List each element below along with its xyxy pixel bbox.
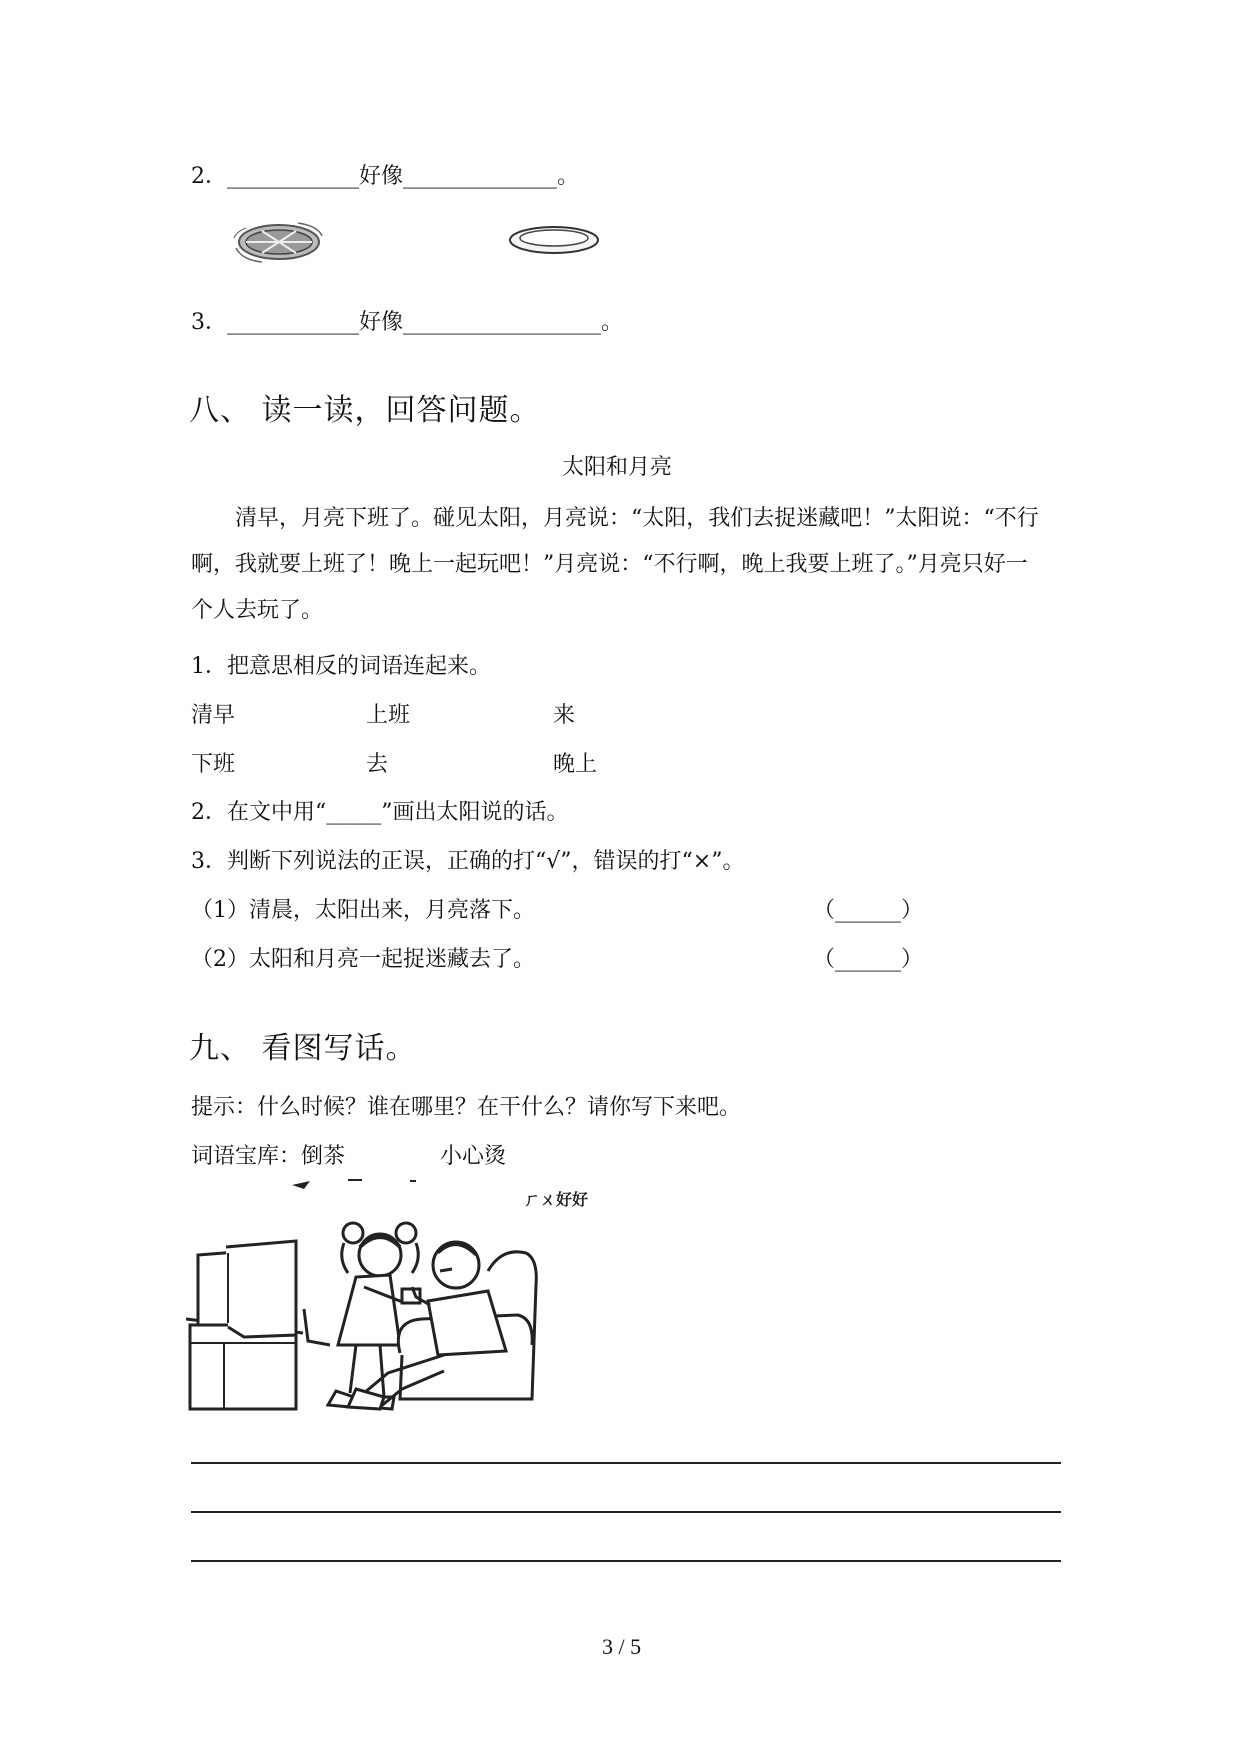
match-word[interactable]: 清早 [191,703,236,728]
story-text: 清早，月亮下班了。碰见太阳，月亮说：“太阳，我们去捉迷藏吧！”太阳说：“不行啊，我就要上班了！晚上一起玩吧！”月亮说：“不行啊，晚上我要上班了。”月亮只好一个人去玩了。 [191,506,1039,623]
sentence-connector: 好像 [359,310,404,335]
story-paragraph [191,496,1047,634]
word-bank-label: 词语宝库：倒茶 [191,1144,346,1169]
hint-text: 提示：什么时候？谁在哪里？在干什么？请你写下来吧。 [191,1095,742,1120]
question-2: 2．在文中用“_____”画出太阳说的话。 [191,800,569,825]
question-1: 1．把意思相反的词语连起来。 [191,654,491,679]
period: 。 [601,310,624,335]
section-9-heading: 九、 看图写话。 [189,1031,417,1066]
plate-icon [506,222,602,258]
grandpa-tea-illustration [188,1175,608,1415]
pizza-icon [232,218,327,266]
answer-bracket[interactable]: （______） [813,947,924,972]
writing-line[interactable] [191,1462,1061,1464]
sentence-3 [191,309,623,337]
sentence-connector: 好像 [359,164,404,189]
word-bank-word: 小心烫 [440,1144,507,1169]
blank[interactable]: ____________ [227,310,359,335]
match-word[interactable]: 去 [366,752,389,777]
match-word[interactable]: 晚上 [553,752,598,777]
match-word[interactable]: 来 [553,703,576,728]
sentence-number: 3． [191,310,227,335]
judge-item-1: （1）清晨，太阳出来，月亮落下。 [191,898,535,923]
blank[interactable]: __________________ [403,310,602,335]
answer-bracket[interactable]: （______） [813,898,924,923]
writing-line[interactable] [191,1560,1061,1562]
writing-line[interactable] [191,1511,1061,1513]
picture-caption: ㄏㄨ好好 [524,1190,589,1209]
judge-item-2: （2）太阳和月亮一起捉迷藏去了。 [191,947,535,972]
sentence-2 [191,163,579,191]
period: 。 [557,164,580,189]
sentence-number: 2． [191,164,227,189]
story-title: 太阳和月亮 [562,455,673,480]
page-number: 3 / 5 [602,1634,642,1659]
question-3: 3．判断下列说法的正误，正确的打“√”，错误的打“×”。 [191,849,745,874]
section-8-heading: 八、 读一读，回答问题。 [189,393,541,428]
blank[interactable]: ____________ [227,164,359,189]
blank[interactable]: ______________ [403,164,558,189]
match-word[interactable]: 下班 [191,752,236,777]
match-word[interactable]: 上班 [366,703,411,728]
